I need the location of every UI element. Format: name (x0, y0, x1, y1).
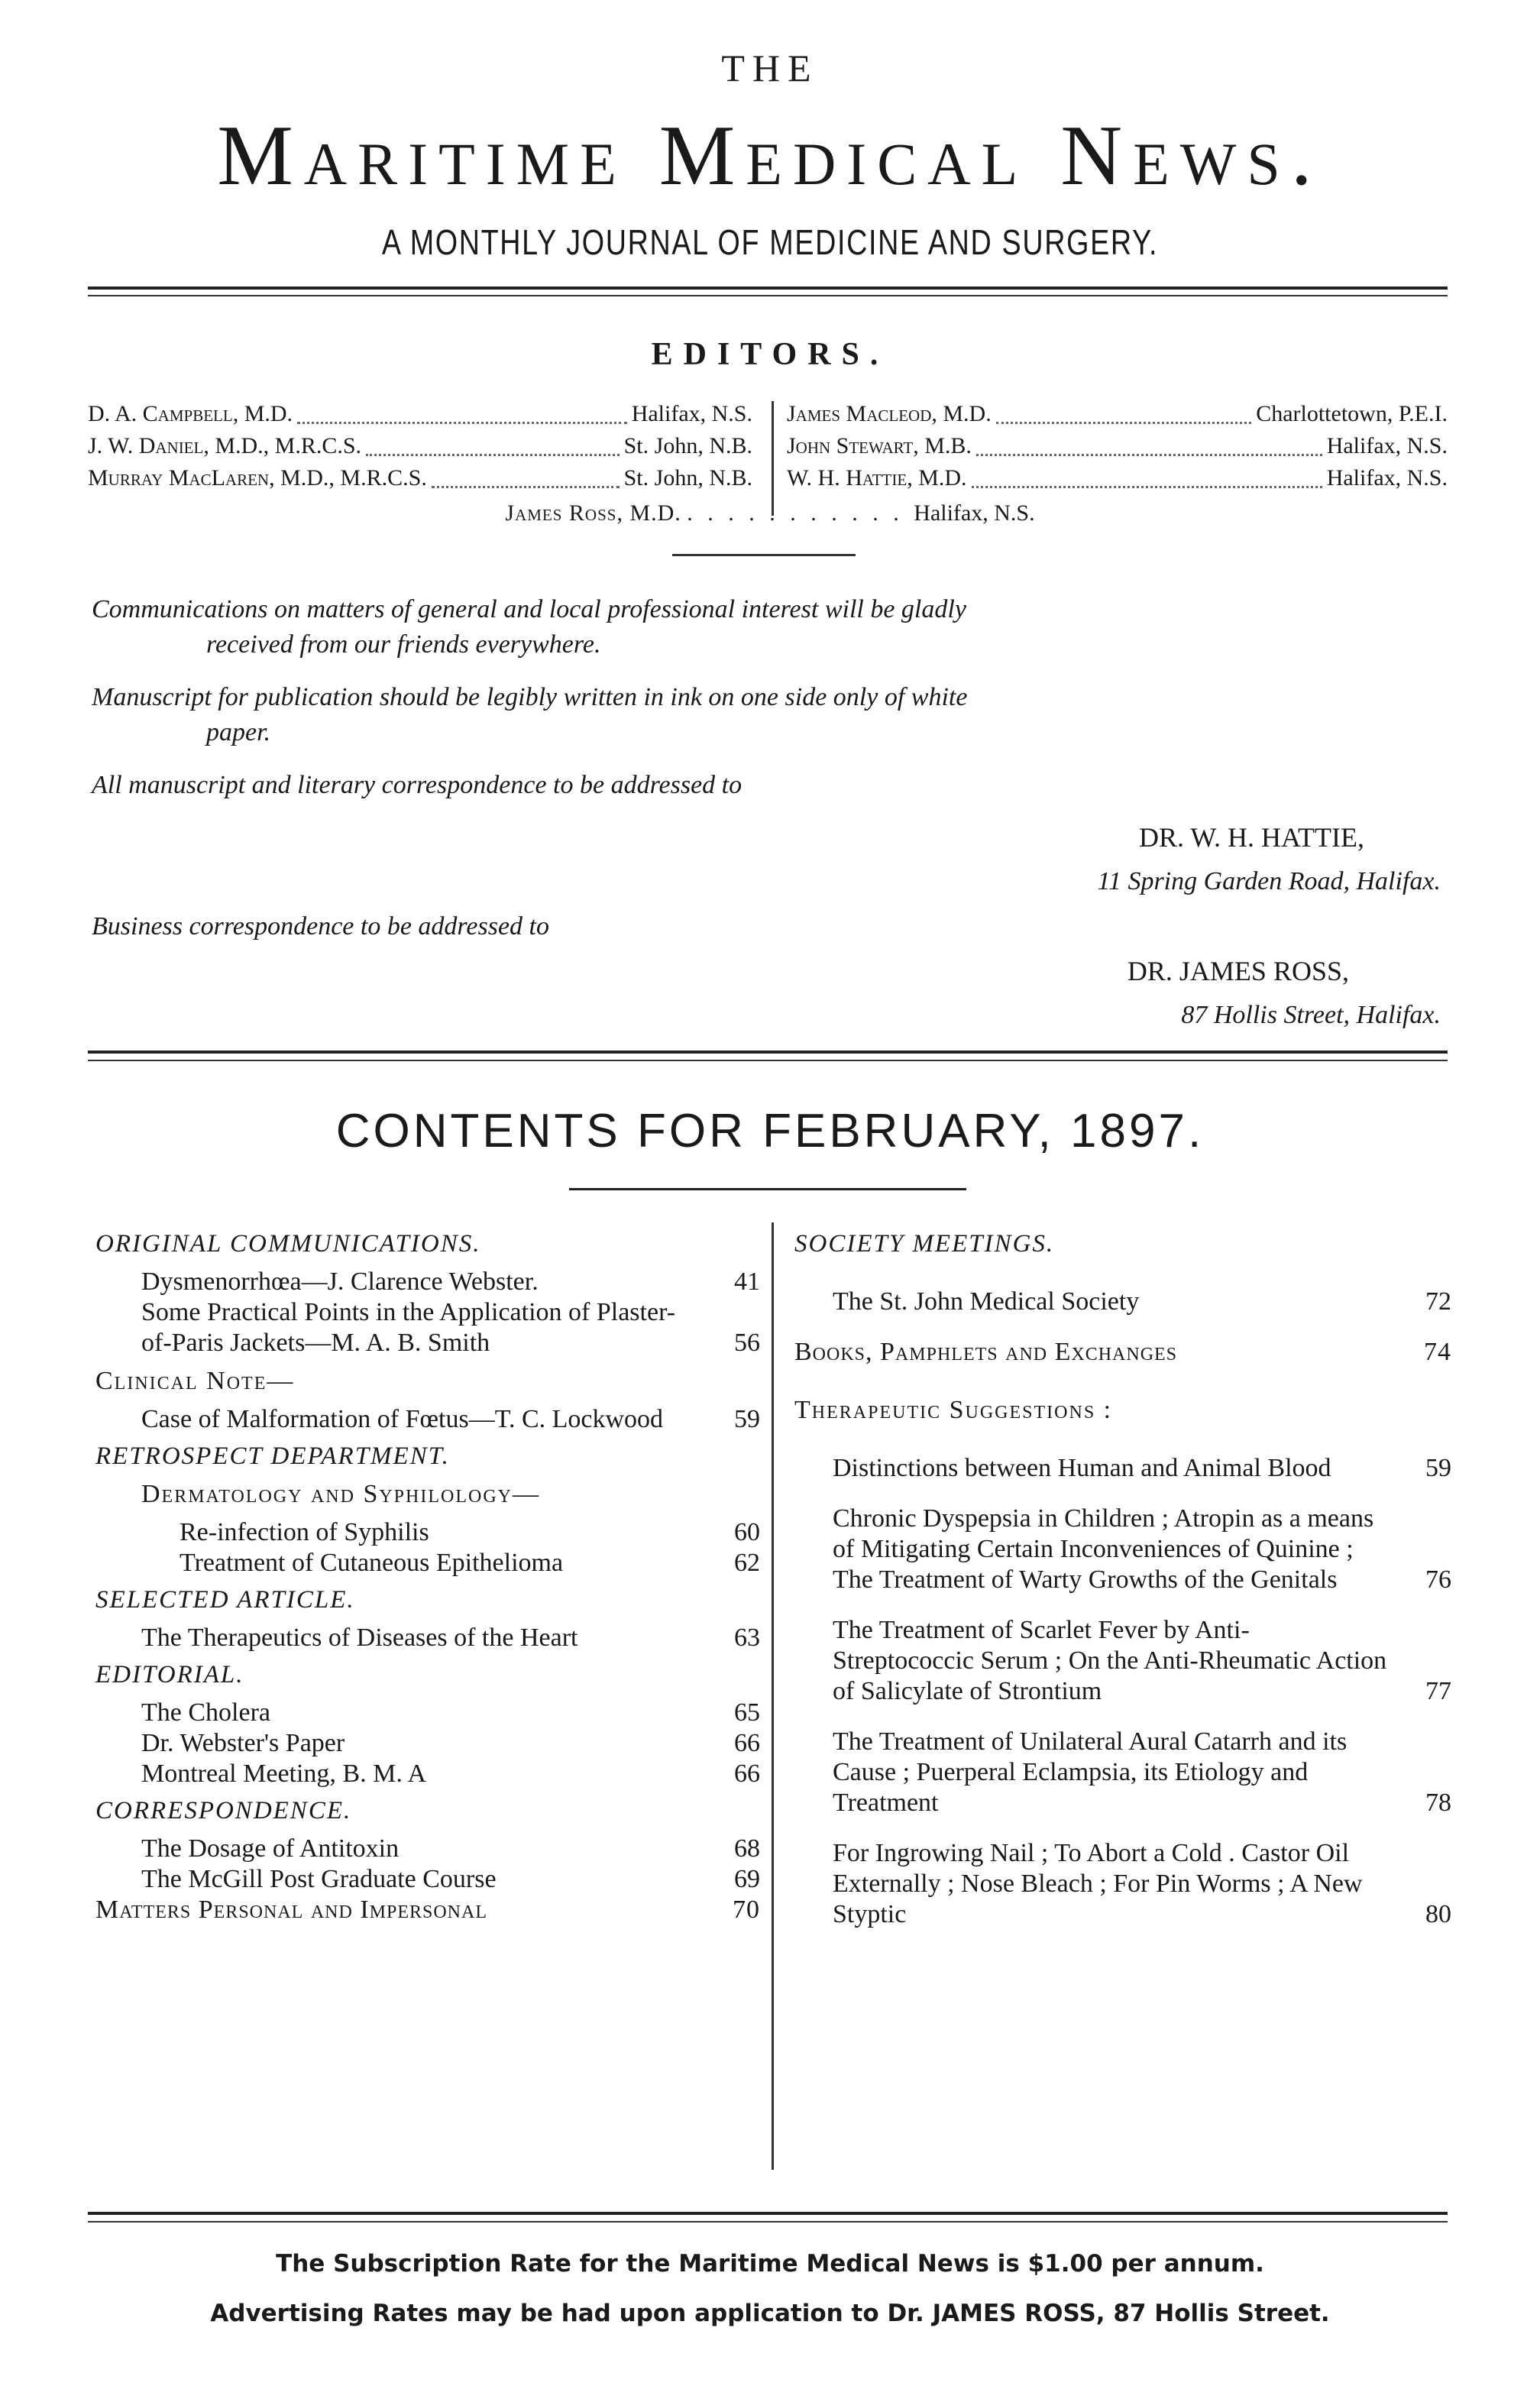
contents-entry: Treatment of Cutaneous Epithelioma 62 (180, 1549, 760, 1577)
masthead-rule-bottom (88, 295, 1448, 296)
section-selected-heading: SELECTED ARTICLE. (95, 1586, 355, 1614)
editor-name: John Stewart, M.B. (787, 433, 972, 458)
contents-right-column (787, 1222, 1451, 1930)
notice-communications-line1: Communications on matters of general and local professional interest will be gladly (92, 595, 966, 623)
section-dermatology-heading: Dermatology and Syphilology— (141, 1480, 541, 1508)
editor-place: Halifax, N.S. (1326, 433, 1448, 458)
leader-dots (996, 401, 1251, 424)
editor-place: Halifax, N.S. (914, 500, 1035, 526)
footer-subscription: The Subscription Rate for the Maritime Medical News is $1.00 per annum. (276, 2250, 1264, 2278)
contents-entry: Chronic Dyspepsia in Children ; Atropin as a means of Mitigating Certain Inconveniences of Quinine ; The Treatment of Warty Growths of the Genitals 76 (833, 1504, 1451, 1594)
footer-rule-top (88, 2212, 1448, 2215)
contents-entry: The St. John Medical Society 72 (833, 1287, 1451, 1316)
section-clinical-heading: Clinical Note— (95, 1367, 295, 1395)
editor-row-bottom (0, 500, 1540, 526)
editor-name: J. W. Daniel, M.D., M.R.C.S. (88, 433, 362, 458)
notice-literary: All manuscript and literary correspondence to be addressed to (92, 771, 742, 799)
editor-row (787, 465, 1448, 497)
leader-dots (432, 465, 620, 488)
editors-left-column (88, 401, 752, 497)
notice-communications-line2: received from our friends everywhere. (206, 630, 601, 659)
contents-entry: The McGill Post Graduate Course 69 (141, 1865, 760, 1893)
editors-divider (772, 401, 774, 516)
contents-entry: Dr. Webster's Paper 66 (141, 1729, 760, 1757)
address-ross-name: DR. JAMES ROSS, (1127, 956, 1349, 986)
contents-rule-bottom (88, 1060, 1448, 1061)
section-retrospect-heading: RETROSPECT DEPARTMENT. (95, 1442, 450, 1470)
contents-entry: Dysmenorrhœa—J. Clarence Webster. 41 (141, 1267, 760, 1296)
editor-row (88, 401, 752, 433)
contents-entry: Montreal Meeting, B. M. A 66 (141, 1760, 760, 1788)
notice-manuscript-line2: paper. (206, 718, 271, 746)
notice-manuscript (92, 680, 1451, 750)
editor-row (88, 465, 752, 497)
contents-entry: Distinctions between Human and Animal Blood 59 (833, 1454, 1451, 1482)
contents-entry: Matters Personal and Impersonal 70 (95, 1896, 760, 1924)
leader-dots (976, 433, 1322, 456)
contents-entry: Case of Malformation of Fœtus—T. C. Lockwood 59 (141, 1405, 760, 1433)
leader-dots: . . . . . . . . . . . (687, 500, 914, 526)
editors-right-column (787, 401, 1448, 497)
contents-column-divider (772, 1222, 774, 2170)
footer-rule-bottom (88, 2221, 1448, 2223)
address-ross-street: 87 Hollis Street, Halifax. (1181, 1001, 1441, 1029)
section-society-heading: SOCIETY MEETINGS. (794, 1230, 1055, 1258)
editor-row (787, 433, 1448, 465)
section-therapeutic-heading: Therapeutic Suggestions : (794, 1396, 1113, 1424)
contents-underline (569, 1188, 966, 1190)
contents-entry: The Cholera 65 (141, 1698, 760, 1727)
editor-place: St. John, N.B. (623, 465, 752, 490)
contents-entry: Some Practical Points in the Application of Plaster-of-Paris Jackets—M. A. B. Smith 56 (141, 1298, 760, 1357)
editor-name: James Ross, M.D. (505, 500, 681, 526)
contents-entry: For Ingrowing Nail ; To Abort a Cold . Castor Oil Externally ; Nose Bleach ; For Pin Worms ; A New Styptic 80 (833, 1839, 1451, 1928)
short-divider (672, 554, 856, 556)
masthead-rule-top (88, 287, 1448, 290)
editor-name: D. A. Campbell, M.D. (88, 401, 293, 426)
contents-entry: Re-infection of Syphilis 60 (180, 1518, 760, 1546)
contents-title: CONTENTS FOR FEBRUARY, 1897. (335, 1105, 1205, 1157)
editor-row (787, 401, 1448, 433)
editor-place: Charlottetown, P.E.I. (1256, 401, 1448, 426)
section-original-heading: ORIGINAL COMMUNICATIONS. (95, 1230, 481, 1258)
editor-name: James Macleod, M.D. (787, 401, 992, 426)
contents-entry: The Treatment of Scarlet Fever by Anti-Streptococcic Serum ; On the Anti-Rheumatic Action of Salicylate of Strontium 77 (833, 1616, 1451, 1705)
address-hattie-street: 11 Spring Garden Road, Halifax. (1097, 867, 1441, 895)
notice-business: Business correspondence to be addressed to (92, 912, 549, 940)
address-hattie-name: DR. W. H. HATTIE, (1139, 822, 1364, 853)
editor-place: Halifax, N.S. (631, 401, 752, 426)
contents-left-column (88, 1222, 760, 1925)
editor-name: W. H. Hattie, M.D. (787, 465, 967, 490)
leader-dots (366, 433, 620, 456)
leader-dots (297, 401, 627, 424)
editor-place: St. John, N.B. (623, 433, 752, 458)
section-editorial-heading: EDITORIAL. (95, 1661, 244, 1688)
editor-name: Murray MacLaren, M.D., M.R.C.S. (88, 465, 427, 490)
contents-entry: The Therapeutics of Diseases of the Heart 63 (141, 1624, 760, 1652)
contents-rule-top (88, 1051, 1448, 1054)
journal-title: Maritime Medical News. (217, 108, 1323, 203)
editor-place: Halifax, N.S. (1326, 465, 1448, 490)
notice-communications (92, 592, 1451, 662)
masthead-the: THE (721, 47, 819, 89)
editor-row (88, 433, 752, 465)
section-correspondence-heading: CORRESPONDENCE. (95, 1797, 352, 1824)
leader-dots (972, 465, 1322, 488)
contents-entry: The Treatment of Unilateral Aural Catarrh and its Cause ; Puerperal Eclampsia, its Etiology and Treatment 78 (833, 1727, 1451, 1817)
contents-entry: The Dosage of Antitoxin 68 (141, 1834, 760, 1863)
editors-heading: EDITORS. (651, 337, 889, 372)
footer-advertising: Advertising Rates may be had upon application to Dr. JAMES ROSS, 87 Hollis Street. (210, 2300, 1330, 2327)
notice-manuscript-line1: Manuscript for publication should be legibly written in ink on one side only of white (92, 683, 968, 711)
journal-subtitle: A MONTHLY JOURNAL OF MEDICINE AND SURGERY. (381, 222, 1159, 262)
contents-entry: Books, Pamphlets and Exchanges 74 (794, 1338, 1451, 1366)
